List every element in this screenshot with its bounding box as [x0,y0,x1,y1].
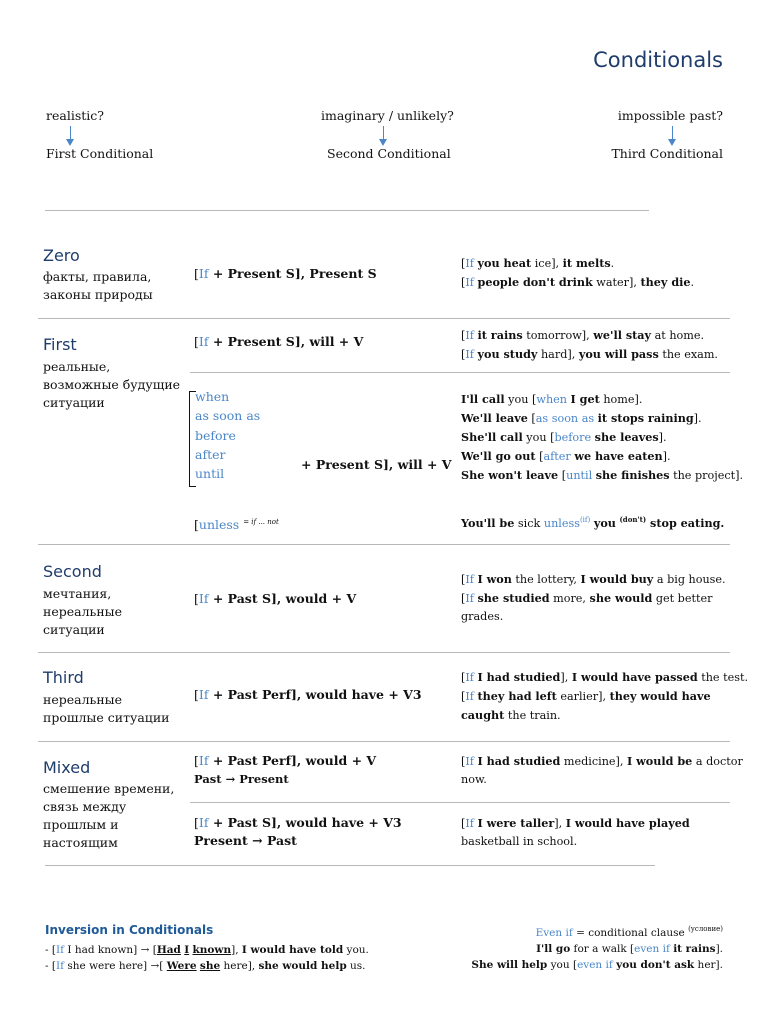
third-subtitle: нереальные прошлые ситуации [43,692,170,725]
divider [38,544,730,545]
divider [38,652,730,653]
mixed-formula-1: [If + Past Perf], would + V Past → Present [194,753,377,786]
first-examples [461,326,718,364]
down-arrow-icon [70,126,71,140]
mixed-subtitle: смешение времени, связь между прошлым и настоящим [43,781,175,850]
second-formula: [If + Past S], would + V [194,591,357,606]
conjunction-examples [461,390,743,485]
third-formula: [If + Past Perf], would have + V3 [194,687,422,702]
realistic-label: realistic? [46,108,104,123]
down-arrow-icon [383,126,384,140]
example-line: [If I won the lottery, I would buy a big house. [461,572,726,586]
unless-formula: [unless $^{= if ... not}$ [194,517,279,532]
mixed-examples-2 [461,814,690,851]
third-examples [461,668,748,725]
mixed-title: Mixed [43,758,91,777]
imaginary-label: imaginary / unlikely? [321,108,454,123]
inversion-title: Inversion in Conditionals [45,923,214,937]
impossible-label: impossible past? [617,108,723,123]
example-line: [If you heat ice], it melts. [461,256,615,270]
first-formula: [If + Present S], will + V [194,334,364,349]
inversion-examples [45,942,369,974]
mixed-formula-2: [If + Past S], would have + V3 Present → Past [194,815,402,848]
example-line: She will help you [even if you don't ask her]. [471,959,723,971]
example-line: [If she studied more, she would get better [461,591,713,605]
mixed-examples-1 [461,752,743,789]
example-line: now. [461,773,487,786]
zero-subtitle: факты, правила, законы природы [43,269,153,302]
example-line: - [If she were here] →[ Were she here], she would help us. [45,960,366,972]
example-line: [If you study hard], you will pass the exam. [461,347,718,361]
second-title: Second [43,562,102,581]
down-arrow-icon [672,126,673,140]
example-line: [If people don't drink water], they die. [461,275,695,289]
example-line: She'll call you [before she leaves]. [461,430,667,444]
conjunction-list: when as soon as before after until [195,389,261,482]
example-line: - [If I had known] → [Had I known], I would have told you. [45,944,369,956]
example-line: [If it rains tomorrow], we'll stay at home. [461,328,705,342]
example-line: [If I had studied], I would have passed the test. [461,670,748,684]
example-line: [If they had left earlier], they would have [461,689,711,703]
example-line: basketball in school. [461,835,578,848]
divider [190,372,730,373]
example-line: I'll call you [when I get home]. [461,392,643,406]
example-line: grades. [461,610,504,623]
example-line: [If I were taller], I would have played [461,816,690,830]
example-line: We'll leave [as soon as it stops raining]. [461,411,702,425]
third-conditional-label: Third Conditional [611,146,723,161]
first-subtitle: реальные, возможные будущие ситуации [43,359,181,410]
zero-title: Zero [43,246,80,265]
divider [45,865,655,866]
second-examples [461,570,726,626]
zero-examples [461,254,694,292]
first-conditional-label: First Conditional [46,146,154,161]
divider [38,318,730,319]
example-line: We'll go out [after we have eaten]. [461,449,671,463]
example-line: She won't leave [until she finishes the project]. [461,468,743,482]
divider [45,210,649,211]
conjunction-formula: + Present S], will + V [301,457,452,472]
example-line: [If I had studied medicine], I would be a doctor [461,754,743,768]
third-title: Third [43,668,84,687]
divider [190,802,730,803]
divider [38,741,730,742]
second-conditional-label: Second Conditional [327,146,451,161]
second-subtitle: мечтания, нереальные ситуации [43,586,123,637]
first-title: First [43,335,77,354]
zero-formula: [If + Present S], Present S [194,266,377,281]
page-title: Conditionals [593,48,723,72]
even-if-definition: Even if = conditional clause $^{(условие)}$ [535,925,723,939]
example-line: I'll go for a walk [even if it rains]. [536,943,723,955]
even-if-block [471,921,723,973]
example-line: caught the train. [461,708,561,722]
unless-example: You'll be sick unless$^{(if)}$ you $^{(don't)}$ stop eating. [461,515,725,530]
